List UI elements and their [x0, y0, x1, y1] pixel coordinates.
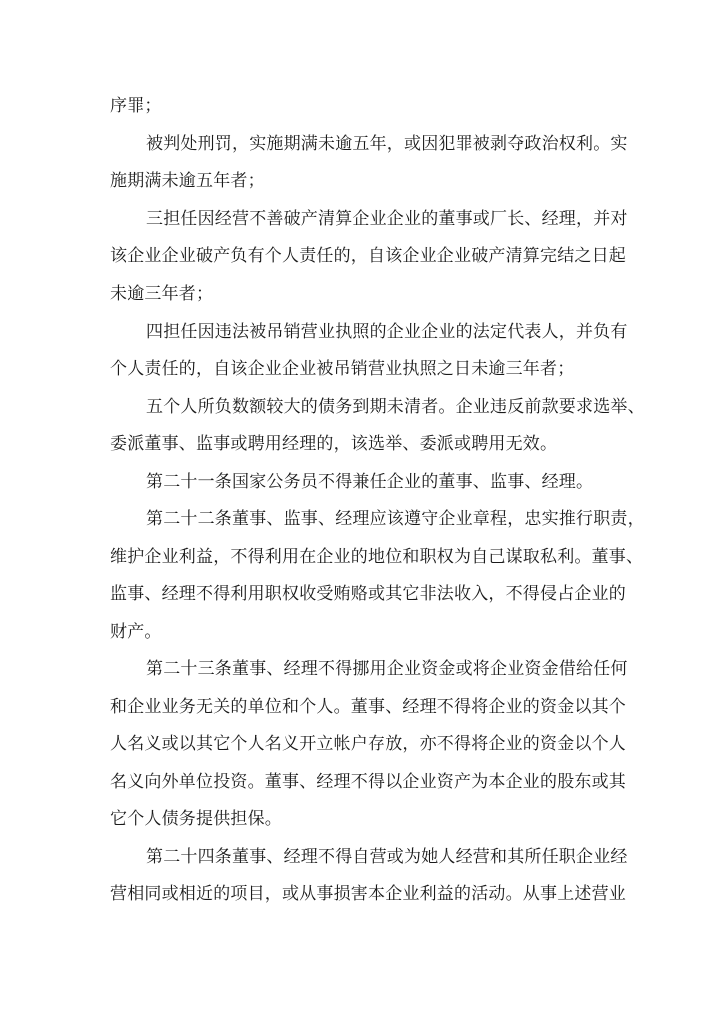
text-line: 它个人债务提供担保。 — [110, 809, 282, 829]
text-line: 施期满未逾五年者； — [110, 171, 265, 191]
text-line: 第二十二条董事、监事、经理应该遵守企业章程，忠实推行职责， — [146, 509, 645, 529]
text-line: 营相同或相近的项目，或从事损害本企业利益的活动。从事上述营业 — [110, 884, 626, 904]
text-line: 该企业企业破产负有个人责任的，自该企业企业破产清算完结之日起 — [110, 246, 626, 266]
text-line: 四担任因违法被吊销营业执照的企业企业的法定代表人，并负有 — [146, 322, 628, 342]
text-line: 第二十一条国家公务员不得兼任企业的董事、监事、经理。 — [146, 472, 594, 492]
text-line: 三担任因经营不善破产清算企业企业的董事或厂长、经理，并对 — [146, 209, 628, 229]
text-line: 五个人所负数额较大的债务到期未清者。企业违反前款要求选举、 — [146, 397, 645, 417]
text-line: 未逾三年者； — [110, 284, 214, 304]
text-line: 人名义或以其它个人名义开立帐户存放，亦不得将企业的资金以个人 — [110, 734, 626, 754]
text-line: 维护企业利益，不得利用在企业的地位和职权为自己谋取私利。董事、 — [110, 547, 644, 567]
text-line: 个人责任的，自该企业企业被吊销营业执照之日未逾三年者； — [110, 359, 575, 379]
text-line: 监事、经理不得利用职权收受贿赂或其它非法收入，不得侵占企业的 — [110, 584, 626, 604]
text-line: 和企业业务无关的单位和个人。董事、经理不得将企业的资金以其个 — [110, 697, 626, 717]
text-line: 名义向外单位投资。董事、经理不得以企业资产为本企业的股东或其 — [110, 772, 626, 792]
text-line: 财产。 — [110, 622, 162, 642]
text-line: 被判处刑罚，实施期满未逾五年，或因犯罪被剥夺政治权利。实 — [146, 134, 628, 154]
text-line: 委派董事、监事或聘用经理的，该选举、委派或聘用无效。 — [110, 434, 558, 454]
text-line: 序罪； — [110, 96, 162, 116]
text-line: 第二十四条董事、经理不得自营或为她人经营和其所任职企业经 — [146, 847, 628, 867]
text-line: 第二十三条董事、经理不得挪用企业资金或将企业资金借给任何 — [146, 659, 628, 679]
